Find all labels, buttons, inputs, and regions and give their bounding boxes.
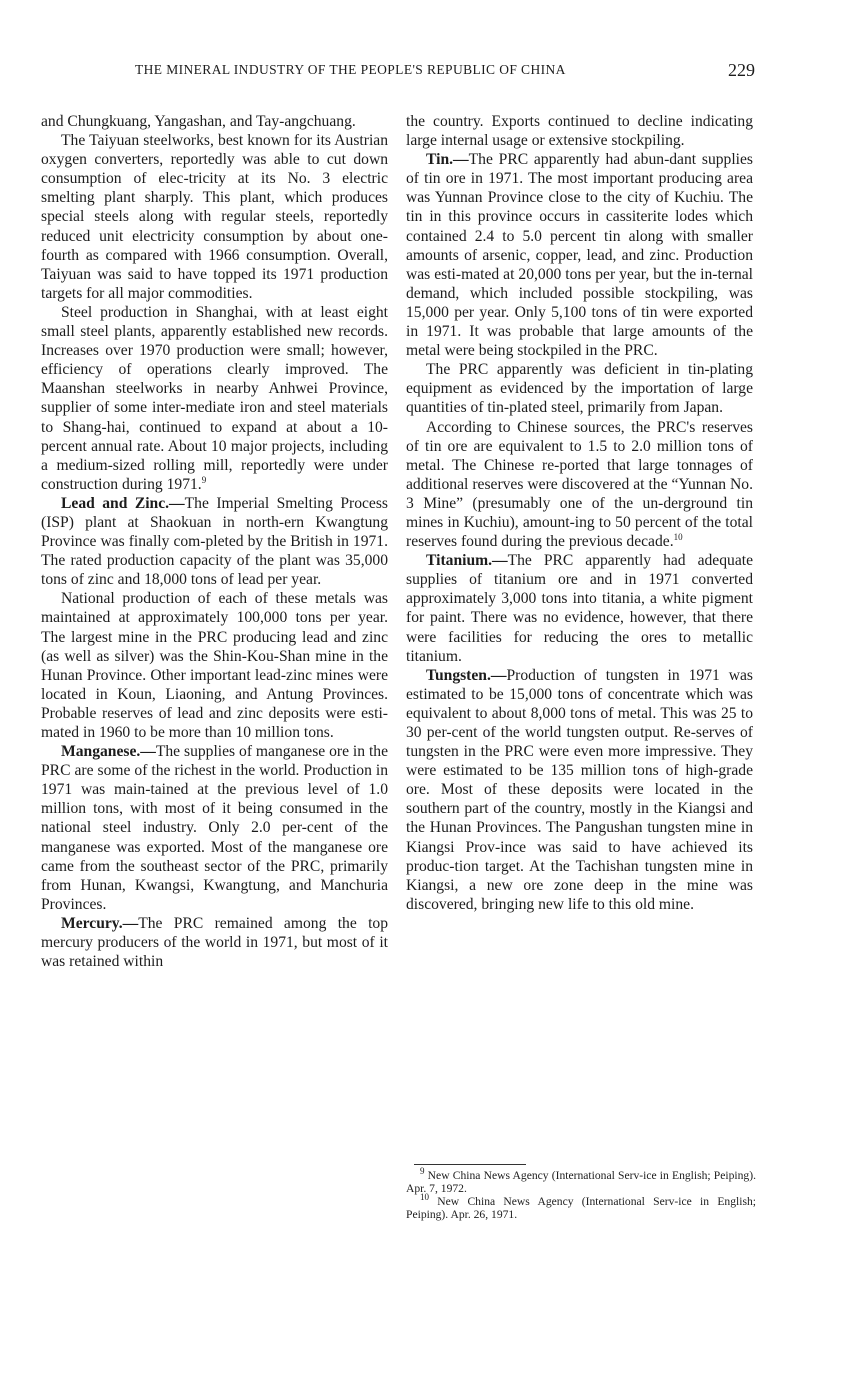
section-heading: Mercury.— [61,914,139,932]
paragraph-text: Steel production in Shanghai, with at least eight small steel plants, apparently established new records. Increases over 1970 production were small; however, efficiency of operations clearly improved. The Maanshan steelworks in nearby Anhwei Province, supplier of some inter-mediate iron and steel materials to Shang-hai, continued to expand at about a 10-percent annual rate. About 10 major projects, including a medium-sized rolling mill, reportedly were under construction during 1971. [41,303,388,493]
paragraph: and Chungkuang, Yangashan, and Tay-angchuang. [41,113,356,130]
paragraph: The PRC apparently was deficient in tin-plating equipment as evidenced by the importation of large quantities of tin-plated steel, primarily from Japan. [406,361,753,417]
page-number: 229 [728,60,755,80]
paragraph [41,914,388,971]
paragraph-text: The PRC remained among the top mercury producers of the world in 1971, but most of it was retained within [41,914,388,971]
paragraph-text: Production of tungsten in 1971 was estimated to be 15,000 tons of concentrate which was equivalent to about 8,000 tons of metal. This was 25 to 30 per-cent of the world tungsten output. Re-serves of tungsten in the PRC were even more impressive. They were estimated to be 135 million tons of high-grade ore. Most of these deposits were located in the southern part of the country, mostly in the Kiangsi and the Hunan Provinces. The Pangushan tungsten mine in Kiangsi Prov-ince was said to have achieved its produc-tion target. At the Tachishan tungsten mine in Kiangsi, a new ore zone deep in the mine was discovered, bringing new life to this old mine. [406,666,753,913]
paragraph-text: The supplies of manganese ore in the PRC are some of the richest in the world. Production in 1971 was main-tained at the previous level of 1.0 million tons, with most of it being consumed in the national steel industry. Only 2.0 per-cent of the manganese was exported. Most of the manganese ore came from the southeast sector of the PRC, primarily from Hunan, Kwangsi, Kwangtung, and Manchuria Provinces. [41,743,388,913]
right-column [406,112,753,914]
footnote [406,1192,756,1221]
paragraph [406,551,753,666]
section-heading: Lead and Zinc.— [61,494,185,512]
section-heading: Manganese.— [61,743,156,761]
paragraph [406,666,753,914]
paragraph-text: According to Chinese sources, the PRC's reserves of tin ore are equivalent to 1.5 to 2.0 million tons of metal. The Chinese re-ported that large tonnages of additional reserves were discovered at the “Yunnan No. 3 Mine” (presumably one of the un-derground tin mines in Kuchiu), amount-ing to 50 percent of the total reserves found during the previous decade. [406,418,753,551]
section-heading: Tungsten.— [426,666,507,684]
footnote-mark: 10 [420,1192,429,1203]
paragraph-text: The PRC apparently had abun-dant supplies of tin ore in 1971. The most important producing area was Yunnan Province close to the city of Kuchiu. The tin in this province occurs in cassiterite lodes which contained 2.4 to 5.0 percent tin along with smaller amounts of arsenic, copper, lead, and zinc. Production was esti-mated at 20,000 tons per year, but the in-ternal demand, which included possible stockpiling, was 15,000 per year. Only 5,100 tons of tin were exported in 1971. It was probable that large amounts of the metal were being stockpiled in the PRC. [406,151,753,360]
paragraph-text: The Imperial Smelting Process (ISP) plant at Shaokuan in north-ern Kwangtung Province was finally com-pleted by the British in 1971. The rated production capacity of the plant was 35,000 tons of zinc and 18,000 tons of lead per year. [41,494,388,589]
paragraph [41,303,388,494]
footnote-mark: 9 [420,1166,425,1177]
running-header [40,60,755,84]
footnote-text: New China News Agency (International Serv-ice in English; Peiping). Apr. 26, 1971. [406,1195,756,1221]
paragraph [41,742,388,914]
paragraph [406,418,753,552]
paragraph-text: The PRC apparently had adequate supplies of titanium ore and in 1971 converted approximately 3,000 tons into titania, a white pigment for paint. There was no evidence, however, that there were facilities for reducing the ores to metallic titanium. [406,552,753,665]
section-heading: Tin.— [426,151,469,169]
footnotes [406,1164,756,1221]
paragraph: National production of each of these metals was maintained at approximately 100,000 tons per year. The largest mine in the PRC producing lead and zinc (as well as silver) was the Shin-Kou-Shan mine in the Hunan Province. Other important lead-zinc mines were located in Koun, Liaoning, and Antung Provinces. Probable reserves of lead and zinc deposits were esti-mated in 1960 to be more than 10 million tons. [41,590,388,741]
left-column [41,112,388,971]
paragraph [41,494,388,589]
footnote-ref: 10 [673,531,683,542]
paragraph: the country. Exports continued to decline indicating large internal usage or extensive stockpiling. [406,113,753,150]
paragraph [406,150,753,360]
footnote-text: New China News Agency (International Serv-ice in English; Peiping). Apr. 7, 1972. [406,1169,756,1195]
footnote-ref: 9 [201,474,207,485]
section-heading: Titanium.— [426,552,508,570]
paragraph: The Taiyuan steelworks, best known for its Austrian oxygen converters, reportedly was able to cut down consumption of elec-tricity at its No. 3 electric smelting plant sharply. This plant, which produces special steels along with regular steels, reportedly reduced unit electricity consumption by about one-fourth as compared with 1966 consumption. Overall, Taiyuan was said to have topped its 1971 production targets for all major commodities. [41,132,388,302]
footnote-rule [414,1164,526,1165]
running-title: THE MINERAL INDUSTRY OF THE PEOPLE'S REPUBLIC OF CHINA [135,62,566,77]
footnote [406,1166,756,1195]
